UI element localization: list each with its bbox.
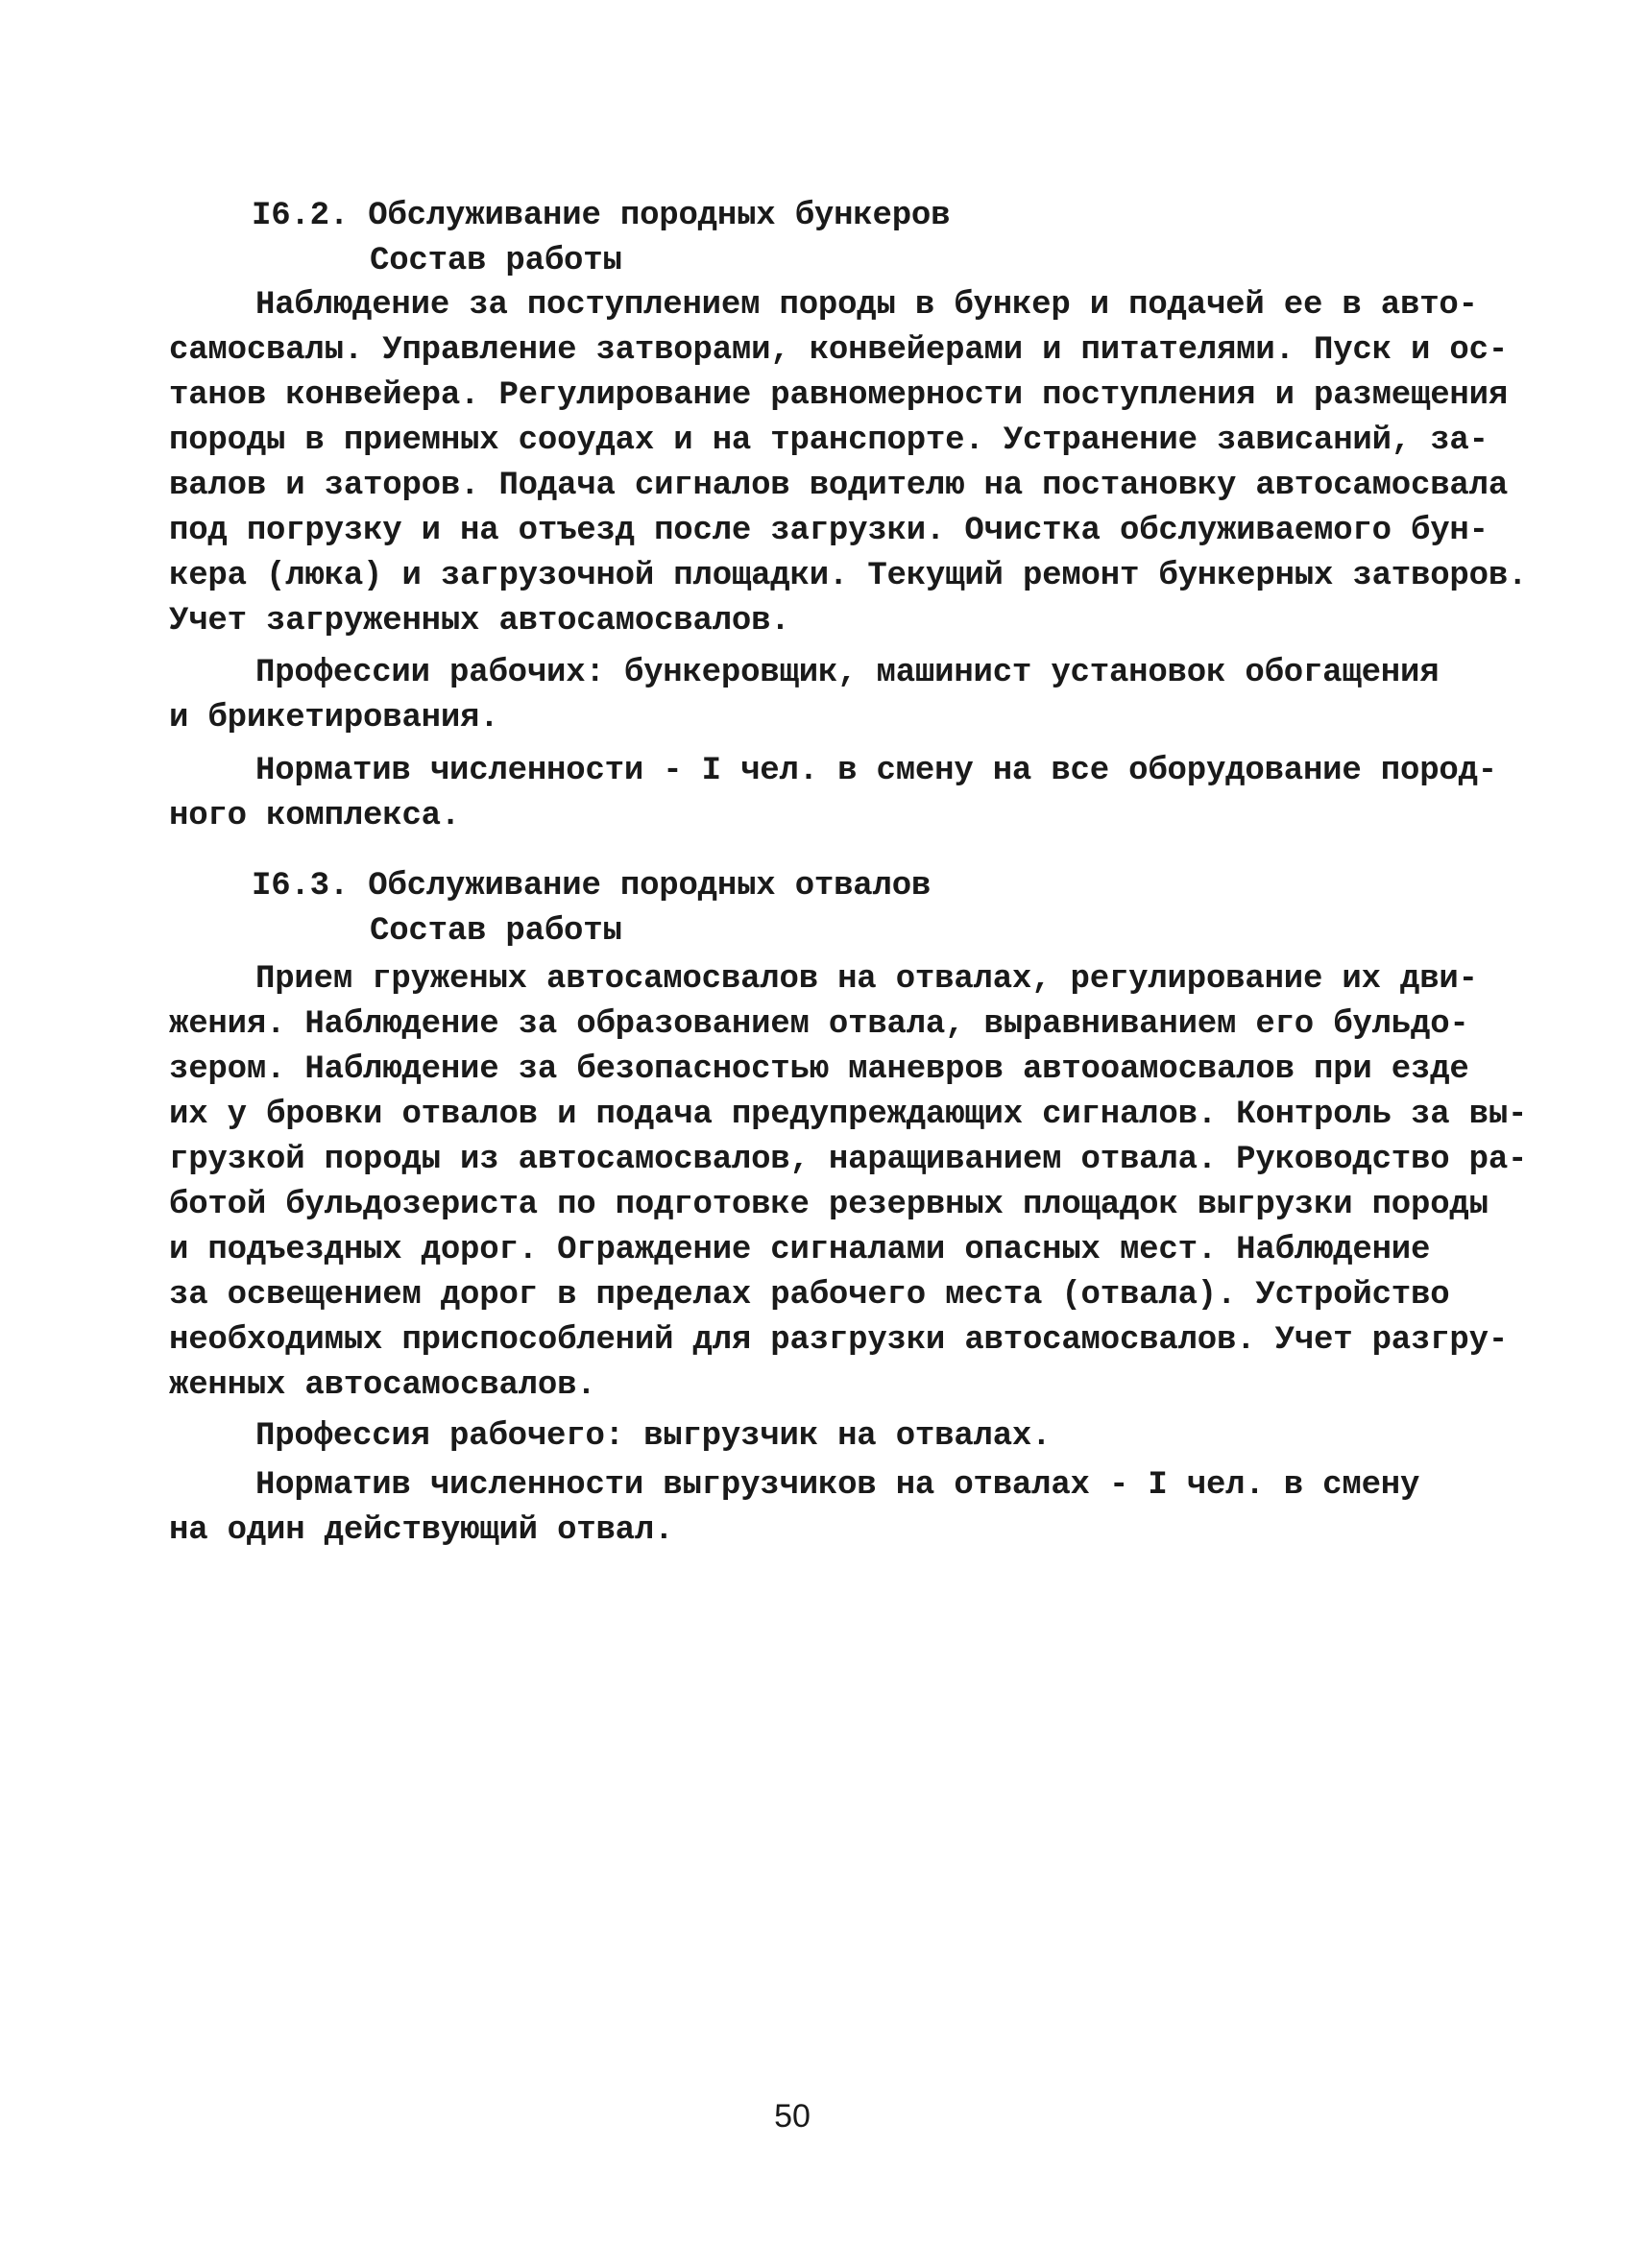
paragraph-line: танов конвейера. Регулирование равномерности поступления и размещения xyxy=(169,377,1509,414)
paragraph-line: кера (люка) и загрузочной площадки. Текущий ремонт бункерных затворов. xyxy=(169,558,1528,594)
paragraph-line: Учет загруженных автосамосвалов. xyxy=(169,603,790,639)
paragraph-line: женных автосамосвалов. xyxy=(169,1367,596,1404)
paragraph-line: Наблюдение за поступлением породы в бункер и подачей ее в авто- xyxy=(255,287,1478,324)
paragraph-line: жения. Наблюдение за образованием отвала, выравниванием его бульдо- xyxy=(169,1006,1469,1043)
section-subheading: Состав работы xyxy=(370,243,622,279)
paragraph-line: их у бровки отвалов и подача предупреждающих сигналов. Контроль за вы- xyxy=(169,1097,1528,1133)
norm-line: на один действующий отвал. xyxy=(169,1512,674,1549)
paragraph-line: Прием груженых автосамосвалов на отвалах, регулирование их дви- xyxy=(255,961,1478,998)
section-heading: I6.3. Обслуживание породных отвалов xyxy=(252,868,932,905)
paragraph-line: грузкой породы из автосамосвалов, наращиванием отвала. Руководство ра- xyxy=(169,1142,1528,1178)
paragraph-line: зером. Наблюдение за безопасностью маневров автоoамосвалов при езде xyxy=(169,1051,1469,1088)
page-number: 50 xyxy=(774,2098,811,2135)
paragraph-line: под погрузку и на отъезд после загрузки. Очистка обслуживаемого бун- xyxy=(169,513,1489,549)
section-heading: I6.2. Обслуживание породных бункеров xyxy=(252,198,951,234)
paragraph-line: валов и заторов. Подача сигналов водителю на постановку автосамосвала xyxy=(169,468,1509,504)
paragraph-line: ботой бульдозериста по подготовке резервных площадок выгрузки породы xyxy=(169,1187,1489,1223)
norm-line: Норматив численности - I чел. в смену на все оборудование пород- xyxy=(255,753,1498,789)
professions-line: и брикетирования. xyxy=(169,700,499,736)
paragraph-line: необходимых приспособлений для разгрузки автосамосвалов. Учет разгру- xyxy=(169,1322,1509,1359)
norm-line: ного комплекса. xyxy=(169,798,461,834)
section-subheading: Состав работы xyxy=(370,913,622,950)
paragraph-line: и подъездных дорог. Ограждение сигналами опасных мест. Наблюдение xyxy=(169,1232,1431,1268)
norm-line: Норматив численности выгрузчиков на отвалах - I чел. в смену xyxy=(255,1467,1420,1504)
professions-line: Профессии рабочих: бункеровщик, машинист установок обогащения xyxy=(255,655,1440,691)
paragraph-line: самосвалы. Управление затворами, конвейерами и питателями. Пуск и ос- xyxy=(169,332,1509,369)
professions-line: Профессия рабочего: выгрузчик на отвалах. xyxy=(255,1418,1052,1455)
paragraph-line: породы в приемных сооудах и на транспорте. Устранение зависаний, за- xyxy=(169,422,1489,459)
paragraph-line: за освещением дорог в пределах рабочего места (отвала). Устройство xyxy=(169,1277,1450,1314)
